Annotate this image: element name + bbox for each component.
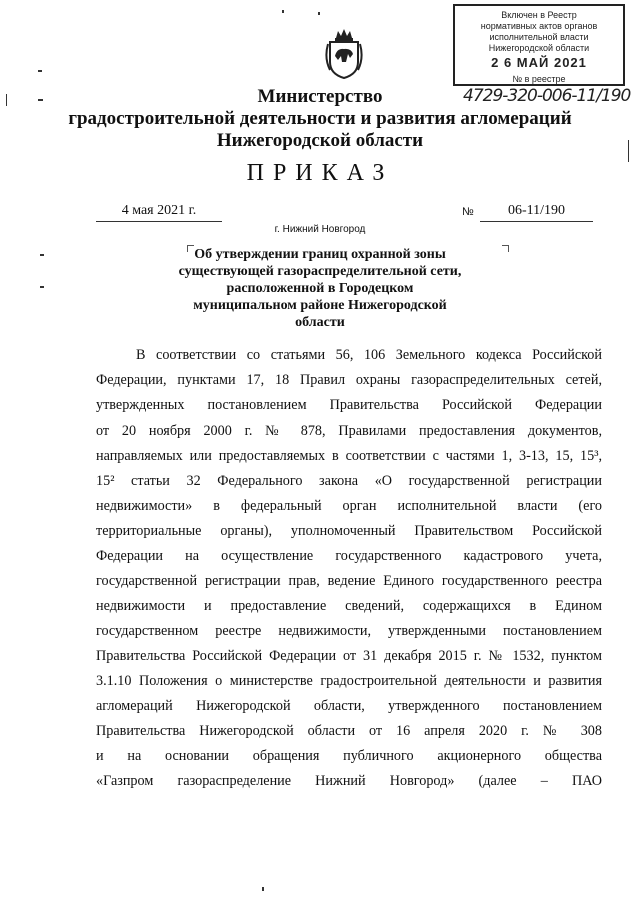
body-line: от 20 ноября 2000 г. № 878, Правилами предоставления документов, [96, 423, 602, 439]
ministry-region: Нижегородской области [216, 130, 424, 151]
body-line: В соответствии со статьями 56, 106 Земельного кодекса Российской [136, 347, 602, 363]
coat-of-arms-icon [324, 28, 364, 80]
body-line: и на основании обращения публичного акционерного общества [96, 748, 602, 764]
document-type: ПРИКАЗ [246, 160, 394, 186]
stamp-line: Нижегородской области [488, 43, 590, 53]
body-line: 15² статьи 32 Федерального закона «О государственной регистрации [96, 473, 602, 489]
order-date: 4 мая 2021 г. [96, 203, 222, 222]
subject-line: расположенной в Городецком [226, 281, 414, 296]
body-line: Правительства Российской Федерации от 31 декабря 2015 г. № 1532, пунктом [96, 648, 602, 664]
ministry-title-line2: градостроительной деятельности и развития агломераций [68, 108, 572, 129]
registry-stamp [453, 4, 625, 86]
body-line: «Газпром газораспределение Нижний Новгород» (далее – ПАО [96, 773, 602, 789]
body-line: направляемых или предоставляемых в соответствии с частями 1, 3-13, 15, 15³, [96, 448, 602, 464]
subject-line: Об утверждении границ охранной зоны [194, 247, 446, 262]
scan-mark [38, 70, 42, 72]
scan-mark [38, 99, 43, 101]
body-line: Правительства Нижегородской области от 16 апреля 2020 г. № 308 [96, 723, 602, 739]
subject-line: существующей газораспределительной сети, [178, 264, 462, 279]
scan-mark [628, 140, 629, 162]
scan-mark [40, 254, 44, 256]
scan-mark [282, 10, 284, 13]
body-line: недвижимости» в федеральный орган исполнительной власти (его [96, 498, 602, 514]
ministry-title: Министерство [257, 86, 383, 107]
body-line: территориальные органы), уполномоченный Правительством Российской [96, 523, 602, 539]
body-line: государственной регистрации прав, ведение Единого государственного реестра [96, 573, 602, 589]
subject-line: муниципальном районе Нижегородской [193, 298, 447, 313]
scan-mark [40, 286, 44, 288]
body-line: Федерации, пунктами 17, 18 Правил охраны газораспределительных сетей, [96, 372, 602, 388]
subject-line: области [295, 315, 345, 330]
body-line: государственном реестре недвижимости, утвержденными постановлением [96, 623, 602, 639]
number-label: № [462, 206, 474, 218]
body-line: агломераций Нижегородской области, утвержденного постановлением [96, 698, 602, 714]
body-line: 3.1.10 Положения о министерстве градостроительной деятельности и развития [96, 673, 602, 689]
stamp-reg-label: № в реестре [512, 74, 566, 84]
stamp-line: нормативных актов органов [480, 21, 598, 31]
stamp-date: 2 6 МАЙ 2021 [491, 55, 587, 70]
body-line: недвижимости и предоставление сведений, содержащихся в Едином [96, 598, 602, 614]
body-line: утвержденных постановлением Правительства Российской Федерации [96, 397, 602, 413]
city: г. Нижний Новгород [274, 224, 366, 235]
scan-mark [318, 12, 320, 15]
stamp-line: Включен в Реестр [501, 10, 577, 20]
order-number: 06-11/190 [480, 203, 593, 222]
scan-mark [6, 94, 7, 106]
body-line: Федерации на осуществление государственного кадастрового учета, [96, 548, 602, 564]
registry-number: 4729-320-006-11/190 [463, 86, 631, 106]
stamp-line: исполнительной власти [489, 32, 589, 42]
scan-mark [262, 887, 264, 891]
